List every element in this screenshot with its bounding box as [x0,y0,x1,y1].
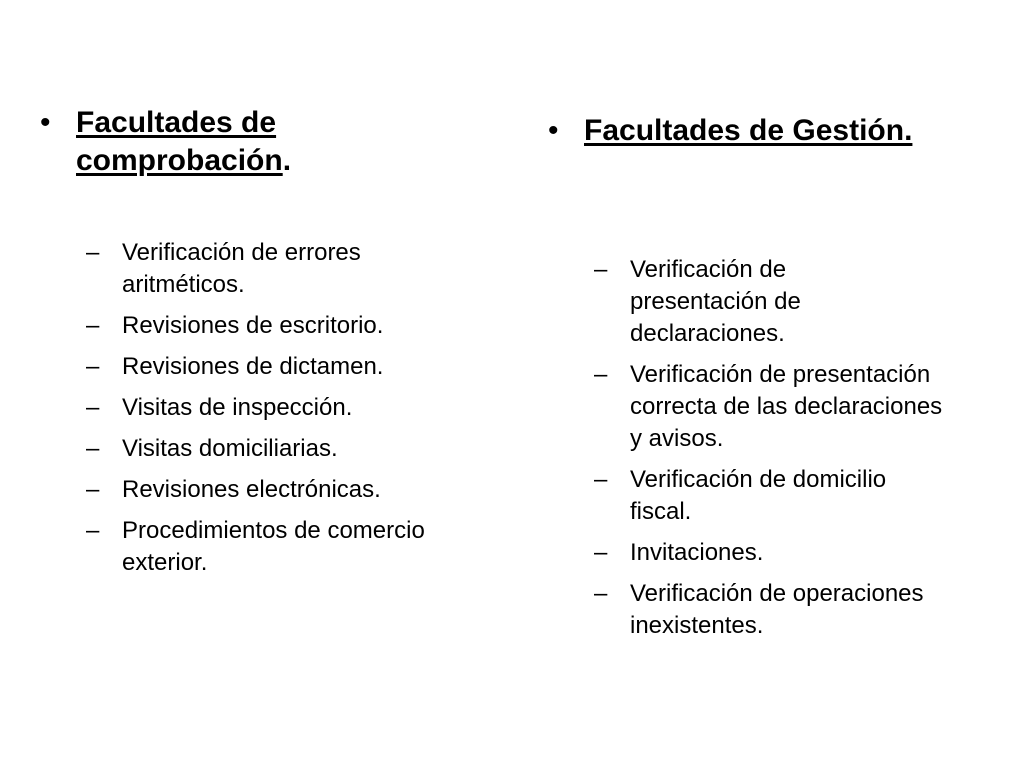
dash-icon: – [86,517,100,544]
dash-icon: – [594,580,608,607]
list-item [86,474,486,506]
list-item-text: Revisiones de escritorio. [122,312,384,339]
heading-line2-suffix: . [282,144,292,177]
list-item-text: Verificación de presentación de declaraciones. [630,256,801,347]
list-item [86,351,486,383]
list-item [86,237,486,301]
dash-icon: – [86,312,100,339]
gestion-list [594,254,1014,651]
list-item-text: Verificación de operaciones inexistentes. [630,580,924,639]
list-item-text: Visitas domiciliarias. [122,435,338,462]
list-item [86,433,486,465]
list-item-text: Visitas de inspección. [122,394,353,421]
list-item-text: Verificación de errores aritméticos. [122,239,361,298]
bullet-icon: • [40,106,51,139]
dash-icon: – [594,466,608,493]
list-item-text: Verificación de presentación correcta de las declaraciones y avisos. [630,361,943,452]
list-item [594,254,854,350]
list-item [594,464,934,528]
dash-icon: – [86,476,100,503]
heading-line1: Facultades de [76,106,277,139]
bullet-icon: • [548,114,559,147]
list-item [86,515,486,579]
list-item-text: Revisiones de dictamen. [122,353,384,380]
dash-icon: – [86,353,100,380]
list-item [86,310,486,342]
dash-icon: – [594,361,608,388]
list-item [594,578,994,642]
dash-icon: – [86,239,100,266]
dash-icon: – [594,256,608,283]
comprobacion-list [86,237,486,588]
dash-icon: – [594,539,608,566]
list-item [594,359,954,455]
list-item [86,392,486,424]
list-item [594,537,1014,569]
list-item-text: Verificación de domicilio fiscal. [630,466,887,525]
heading-facultades-comprobacion [40,104,291,180]
dash-icon: – [86,394,100,421]
list-item-text: Invitaciones. [630,539,764,566]
list-item-text: Procedimientos de comercio exterior. [122,517,425,576]
heading-line2: comprobación [76,144,283,177]
dash-icon: – [86,435,100,462]
heading-facultades-gestion [548,112,912,150]
list-item-text: Revisiones electrónicas. [122,476,381,503]
heading-text: Facultades de Gestión. [584,114,913,147]
